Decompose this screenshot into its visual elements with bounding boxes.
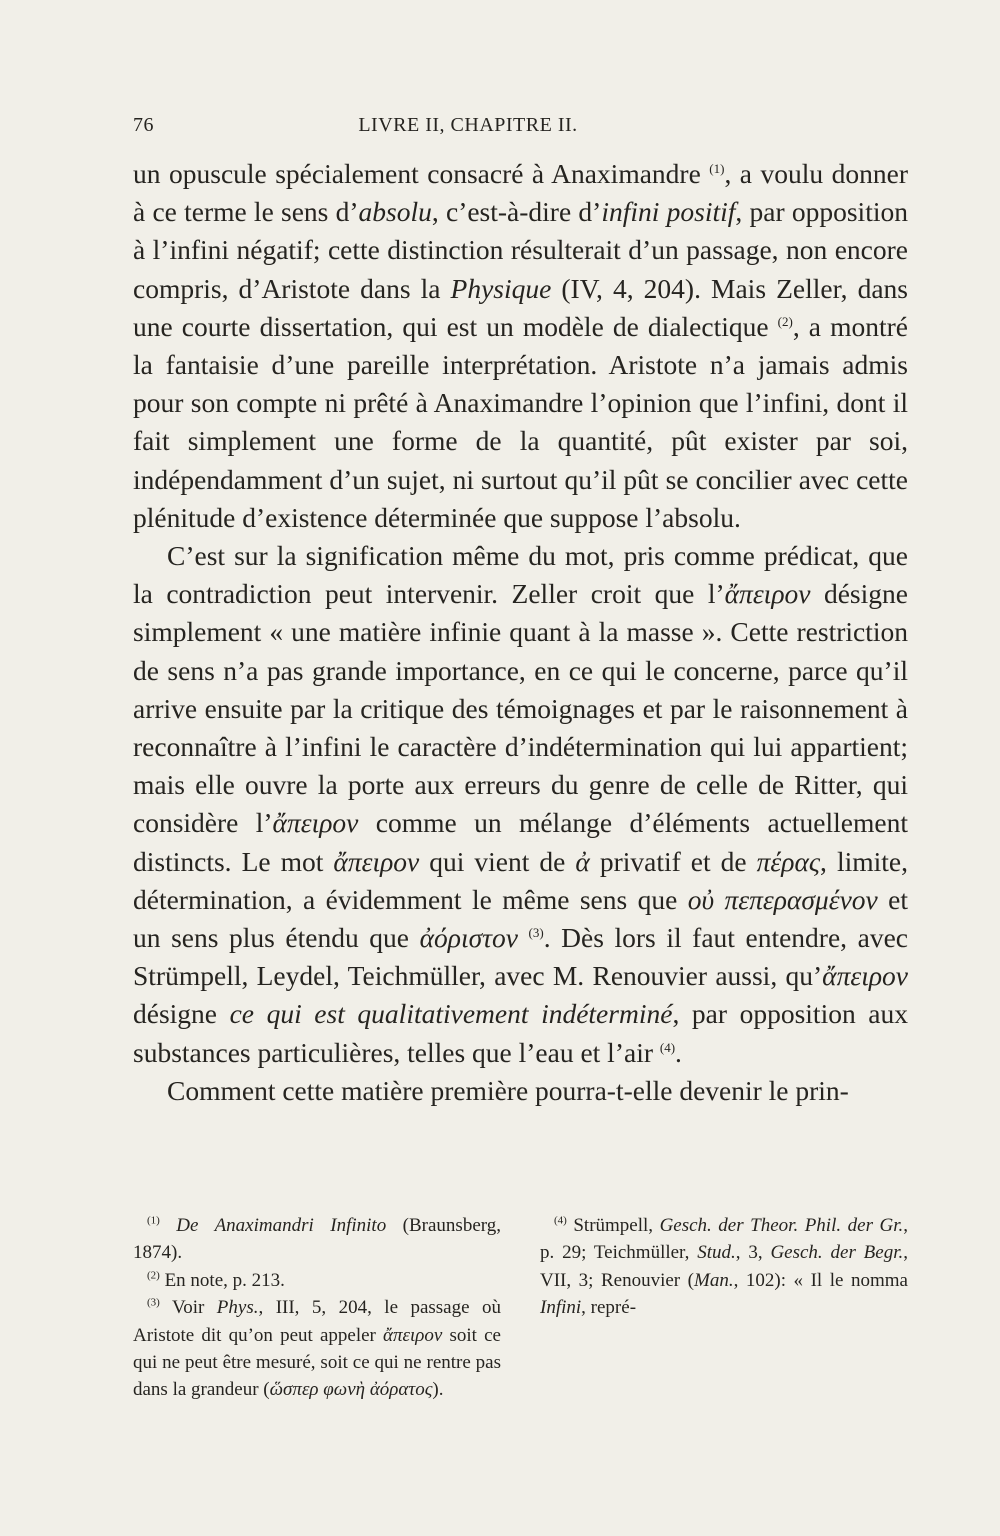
footnote-ref[interactable]: (4) (659, 1039, 676, 1055)
running-title: LIVRE II, CHAPITRE II. (358, 114, 578, 136)
greek-term: ἄπειρον (333, 845, 420, 877)
page-number: 76 (133, 114, 154, 136)
footnote-1: $^{(1)}$ De Anaximandri Infinito (Braunsberg, 1874). (133, 1214, 501, 1264)
footnote-ref[interactable]: (3) (528, 924, 544, 940)
greek-term: ἄπειρον (272, 807, 359, 839)
greek-term: ἄπειρον (724, 578, 811, 610)
body-text (133, 155, 908, 1110)
footnote-column-right (540, 1212, 908, 1404)
footnote-2: $^{(2)}$ En note, p. 213. (147, 1269, 285, 1291)
greek-term: ἀ (575, 845, 590, 877)
greek-term: ἄπειρον (822, 960, 908, 992)
footnotes (133, 1212, 908, 1404)
paragraph: Comment cette matière première pourra-t-elle devenir le prin- (167, 1074, 849, 1106)
greek-term: ἀόριστον (419, 922, 518, 954)
footnote-ref[interactable]: (1) (709, 160, 725, 176)
greek-term: ἄπειρον (383, 1324, 443, 1346)
footnote-4: $^{(4)}$ Strümpell, Gesch. der Theor. Phil. der Gr., p. 29; Teichmüller, Stud., 3, Gesch. der Begr., VII, 3; Renouvier (Man., 102): « Il le nomma Infini, repré- (540, 1214, 909, 1319)
paragraph: C’est sur la signification même du mot, pris comme prédicat, que la contradiction peut intervenir. Zeller croit que l’ἄπειρον désigne simplement « une matière infinie quant à la masse ». Cette restriction de sens n’a pas grande importance, en ce qui le concerne, parce qu’il arrive ensuite par la critique des témoignages et par le raisonnement à reconnaître à l’infini le caractère d’indétermination qui lui appartient; mais elle ouvre la porte aux erreurs du genre de celle de Ritter, qui considère l’ἄπειρον comme un mélange d’éléments actuellement distincts. Le mot ἄπειρον qui vient de ἀ privatif et de πέρας, limite, détermination, a évidemment le même sens que οὐ πεπερασμένον et un sens plus étendu que ἀόριστον $^{(3)}$. Dès lors il faut entendre, avec Strümpell, Leydel, Teichmüller, avec M. Renouvier aussi, qu’ἄπειρον désigne ce qui est qualitativement indéterminé, par opposition aux substances particulières, telles que l’eau et l’air $^{(4)}$. (133, 540, 908, 1068)
footnote-3: $^{(3)}$ Voir Phys., III, 5, 204, le passage où Aristote dit qu’on peut appeler ἄπειρον soit ce qui ne peut être mesuré, soit ce qui ne rentre pas dans la grandeur (ὥσπερ φωνὴ ἀόρατος). (133, 1296, 501, 1401)
footnote-ref[interactable]: (2) (777, 313, 793, 329)
greek-term: ὥσπερ φωνὴ ἀόρατος (269, 1379, 433, 1401)
footnote-column-left (133, 1212, 501, 1404)
greek-term: πέρας (756, 845, 821, 877)
paragraph: un opuscule spécialement consacré à Anaximandre $^{(1)}$, a voulu donner à ce terme le sens d’absolu, c’est-à-dire d’infini positif, par opposition à l’infini négatif; cette distinction résulterait d’un passage, non encore compris, d’Aristote dans la Physique (IV, 4, 204). Mais Zeller, dans une courte dissertation, qui est un modèle de dialectique $^{(2)}$, a montré la fantaisie d’une pareille interprétation. Aristote n’a jamais admis pour son compte ni prêté à Anaximandre l’opinion que l’infini, dont il fait simplement une forme de la quantité, pût exister par soi, indépendamment d’un sujet, ni surtout qu’il pût se concilier avec cette plénitude d’existence déterminée que suppose l’absolu. (133, 158, 908, 533)
greek-term: οὐ πεπερασμένον (687, 883, 878, 915)
